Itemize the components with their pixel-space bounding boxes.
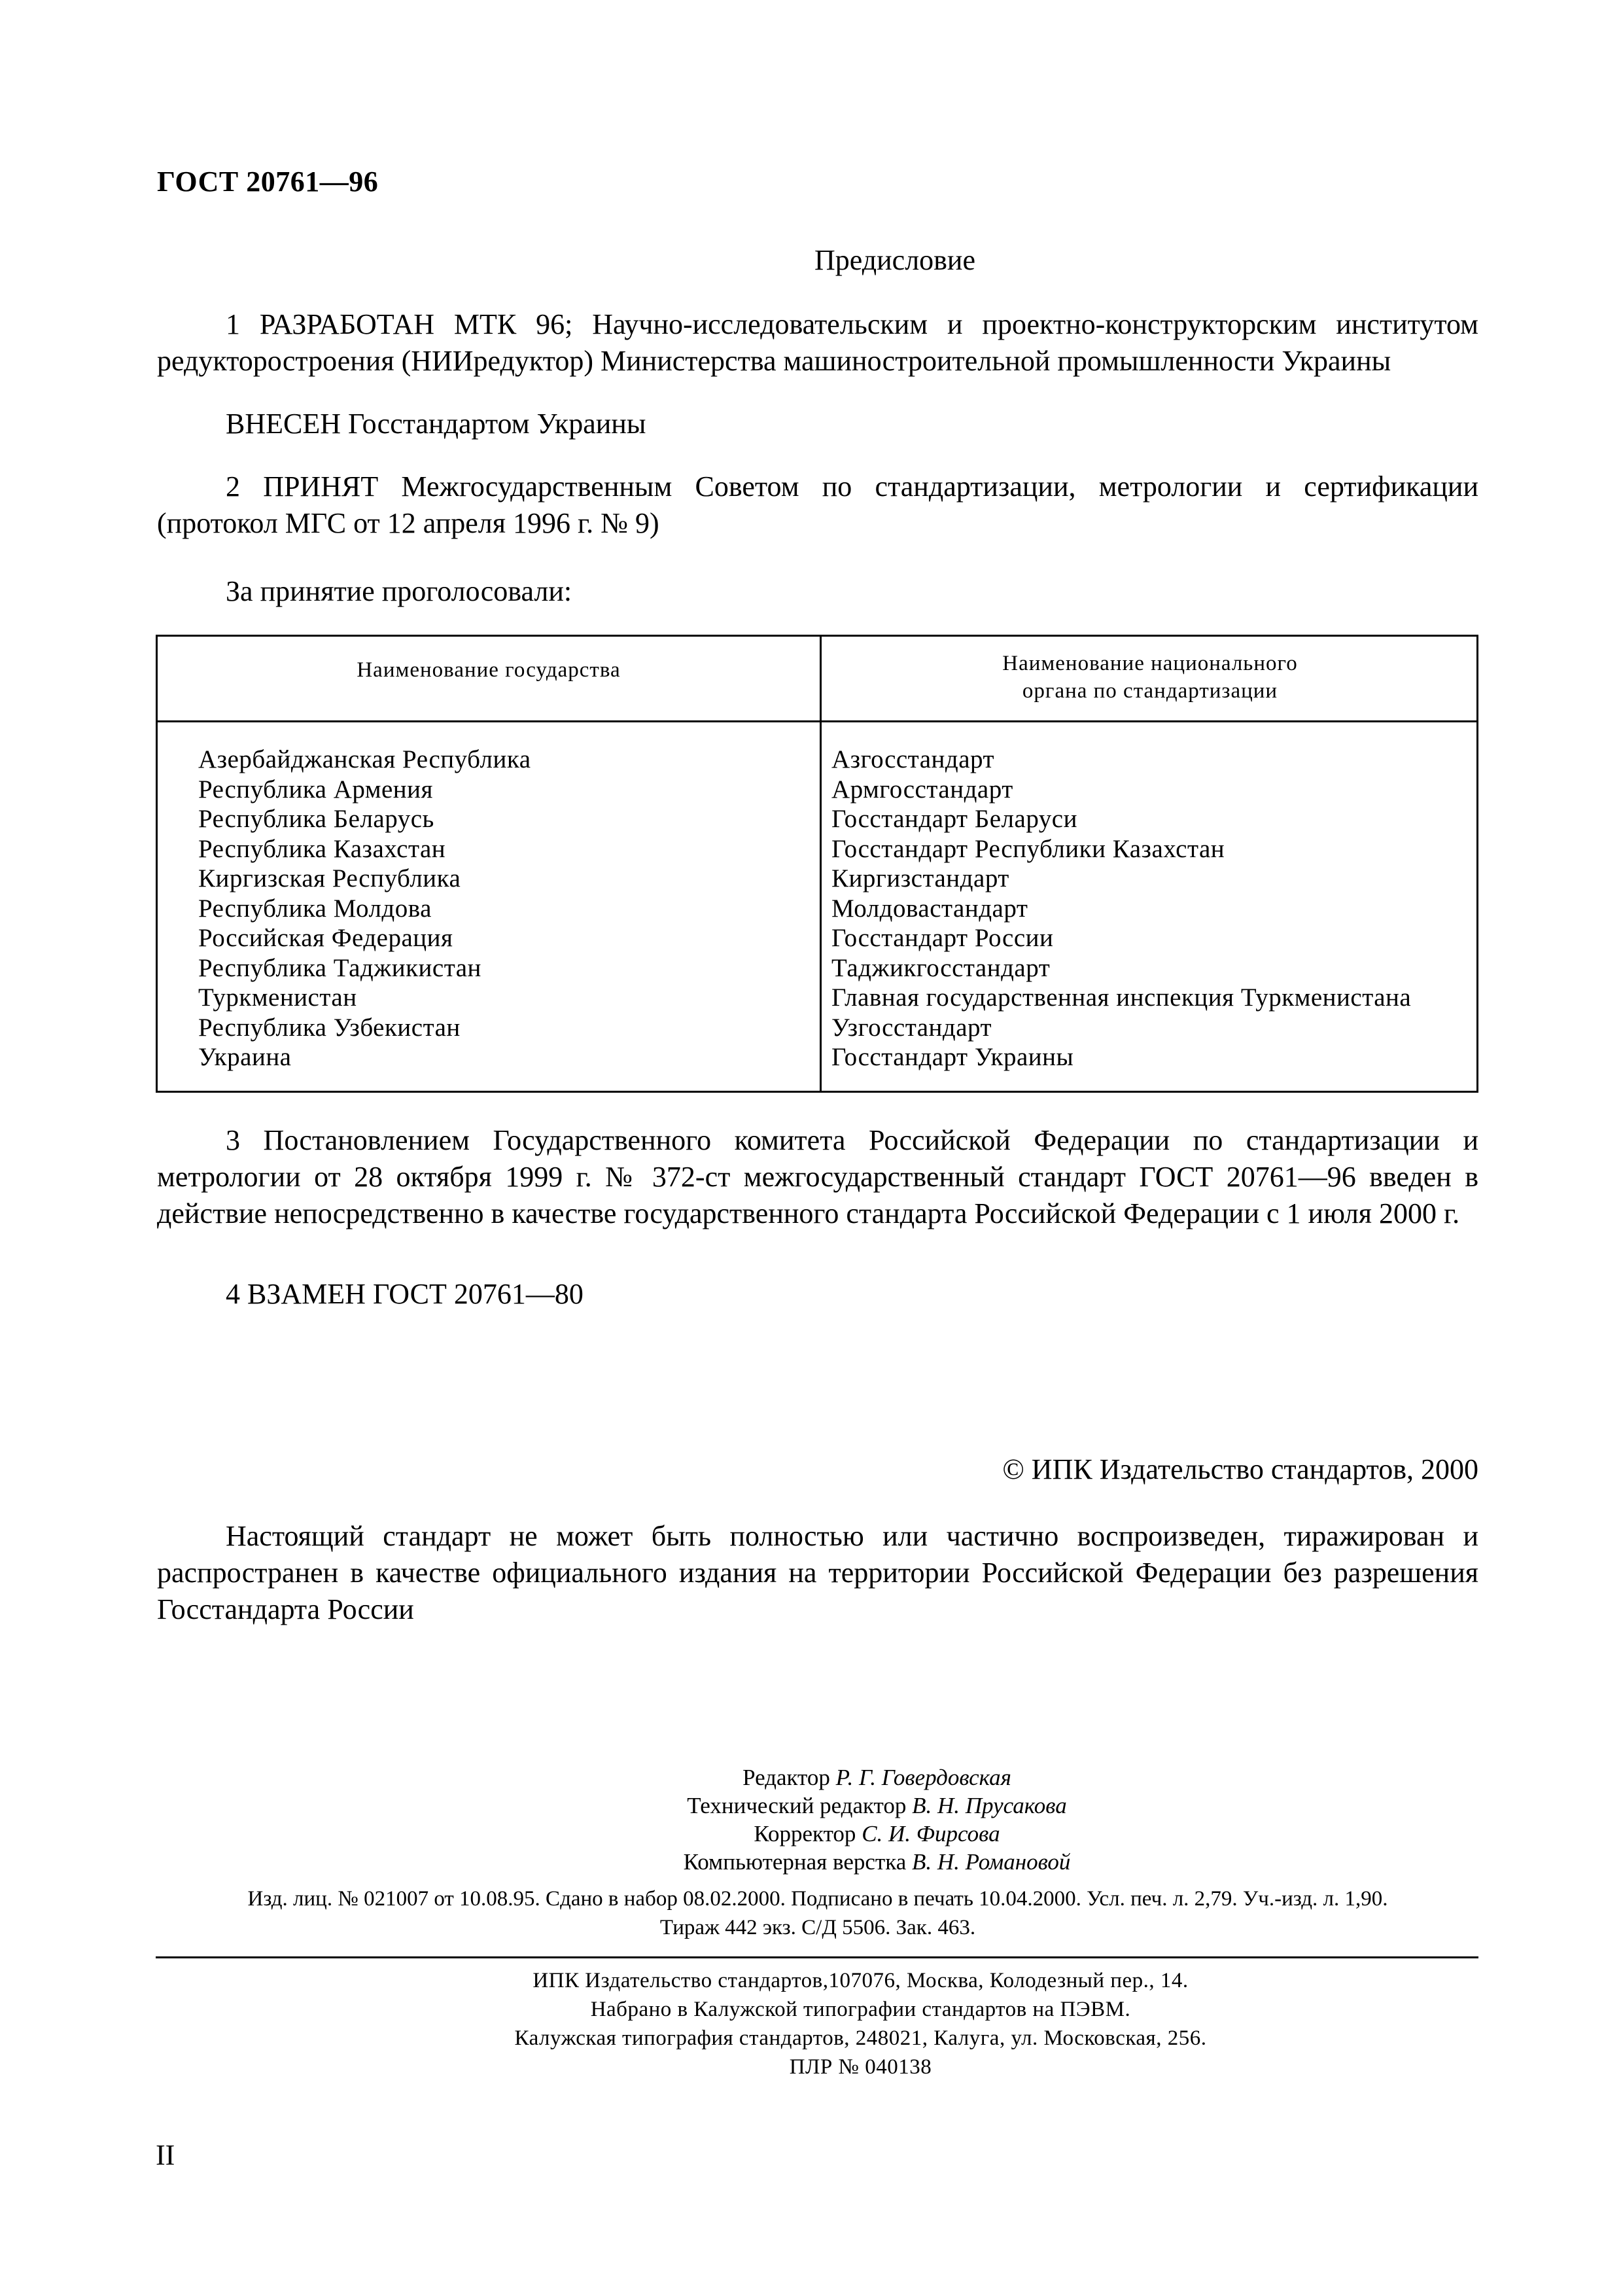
introduced-text: ВНЕСЕН Госстандартом Украины [226,408,646,440]
item-3-paragraph [157,1122,1478,1232]
notice-text: Настоящий стандарт не может быть полностью или частично воспроизведен, тиражирован и распространен в качестве официального издания на территории Российской Федерации без разрешения Госстандарта России [157,1520,1478,1625]
table-cell-body: Киргизстандарт [831,864,1009,892]
header-state: Наименование государства [357,658,621,682]
voted-intro-paragraph [157,573,1478,610]
table-cell-body: Армгосстандарт [831,775,1013,804]
table-cell-body: Молдовастандарт [831,894,1028,923]
credits-block [0,1763,1623,1876]
credit-name: В. Н. Прусакова [912,1793,1067,1818]
table-cell-state: Республика Таджикистан [198,953,481,982]
table-cell-body: Госстандарт Республики Казахстан [831,834,1225,863]
publisher-block [0,1966,1623,2081]
header-body-line-1: Наименование национального [1002,652,1298,675]
divider [156,1956,1478,1958]
publisher-line-2: Набрано в Калужской типографии стандартов на ПЭВМ. [590,1998,1131,2021]
credit-label: Компьютерная верстка [683,1849,907,1875]
credit-layout [131,1848,1623,1876]
table-cell-state: Российская Федерация [198,924,453,952]
table-cell-body: Госстандарт Беларуси [831,805,1077,833]
table-cell-state: Киргизская Республика [198,864,461,892]
table-cell-state: Туркменистан [198,983,357,1012]
table-cell-state: Украина [198,1043,292,1071]
table-cell-state: Республика Казахстан [198,834,446,863]
item-1-text: 1 РАЗРАБОТАН МТК 96; Научно-исследовательским и проектно-конструкторским институтом редукторостроения (НИИредуктор) Министерства машиностроительной промышленности Украины [157,308,1478,377]
states-column [198,745,531,1072]
credit-label: Корректор [754,1821,856,1846]
voting-table [156,635,1478,1093]
table-cell-body: Таджикгосстандарт [831,953,1051,982]
table-cell-state: Республика Беларусь [198,805,434,833]
credit-editor [131,1763,1623,1792]
table-cell-state: Республика Молдова [198,894,432,923]
item-1-paragraph [157,306,1478,380]
imprint-line-2: Тираж 442 экз. С/Д 5506. Зак. 463. [659,1916,976,1939]
credit-corrector [131,1820,1623,1848]
table-cell-body: Госстандарт Украины [831,1043,1074,1071]
imprint-line-1: Изд. лиц. № 021007 от 10.08.95. Сдано в набор 08.02.2000. Подписано в печать 10.04.2000. Усл. печ. л. 2,79. Уч.-изд. л. 1,90. [247,1887,1388,1911]
header-body-line-2: органа по стандартизации [1022,679,1278,703]
credit-name: Р. Г. Говердовская [835,1765,1011,1790]
table-column-divider [820,637,822,1091]
table-cell-body: Узгосстандарт [831,1013,992,1042]
page-title: Предисловие [814,244,975,276]
publisher-line-3: Калужская типография стандартов, 248021, Калуга, ул. Московская, 256. [514,2026,1207,2050]
credit-label: Технический редактор [687,1793,907,1818]
table-cell-state: Азербайджанская Республика [198,745,531,773]
item-2-text: 2 ПРИНЯТ Межгосударственным Советом по стандартизации, метрологии и сертификации (протокол МГС от 12 апреля 1996 г. № 9) [157,470,1478,539]
page-number: II [156,2139,175,2171]
table-cell-state: Республика Узбекистан [198,1013,461,1042]
item-2-paragraph [157,468,1478,542]
notice-paragraph [157,1518,1478,1628]
imprint-block [157,1884,1478,1942]
item-3-text: 3 Постановлением Государственного комитета Российской Федерации по стандартизации и метрологии от 28 октября 1999 г. № 372-ст межгосударственный стандарт ГОСТ 20761—96 введен в действие непосредственно в качестве государственного стандарта Российской Федерации с 1 июля 2000 г. [157,1124,1478,1229]
table-cell-body: Госстандарт России [831,924,1054,952]
table-cell-body: Азгосстандарт [831,745,995,773]
bodies-column [831,745,1411,1072]
credit-name: В. Н. Романовой [911,1849,1071,1875]
voted-intro-text: За принятие проголосовали: [226,575,572,607]
table-cell-body: Главная государственная инспекция Туркменистана [831,983,1412,1012]
copyright-line: © ИПК Издательство стандартов, 2000 [1002,1453,1478,1485]
credit-tech-editor [131,1792,1623,1820]
introduced-paragraph [157,406,1478,442]
table-cell-state: Республика Армения [198,775,433,804]
credit-label: Редактор [742,1765,830,1790]
publisher-line-1: ИПК Издательство стандартов,107076, Москва, Колодезный пер., 14. [532,1969,1189,1992]
header-body [822,650,1478,705]
document-number: ГОСТ 20761—96 [157,166,379,198]
item-4-paragraph [157,1276,1478,1313]
credit-name: С. И. Фирсова [862,1821,1000,1846]
item-4-text: 4 ВЗАМЕН ГОСТ 20761—80 [226,1278,584,1310]
publisher-line-4: ПЛР № 040138 [789,2055,932,2079]
